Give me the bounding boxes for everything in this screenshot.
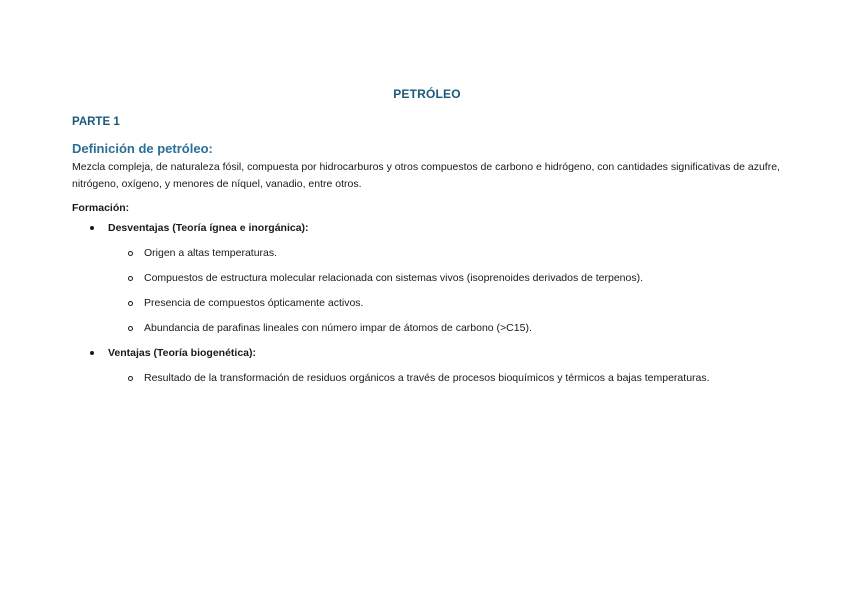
list-item	[108, 321, 782, 335]
list-item-text: Origen a altas temperaturas.	[144, 247, 278, 259]
formation-label: Formación:	[72, 202, 130, 214]
group-title: Ventajas (Teoría biogenética):	[108, 347, 257, 359]
formation-group-disadvantages	[72, 221, 782, 335]
definition-heading: Definición de petróleo:	[72, 141, 213, 156]
circle-bullet-icon	[128, 326, 133, 331]
document-title: PETRÓLEO	[393, 87, 461, 101]
circle-bullet-icon	[128, 301, 133, 306]
bullet-icon	[90, 226, 94, 230]
document-page	[72, 86, 782, 385]
circle-bullet-icon	[128, 376, 133, 381]
circle-bullet-icon	[128, 276, 133, 281]
list-item-text: Abundancia de parafinas lineales con número impar de átomos de carbono (>C15).	[144, 322, 532, 334]
definition-text: Mezcla compleja, de naturaleza fósil, compuesta por hidrocarburos y otros compuestos de carbono e hidrógeno, con cantidades significativas de azufre, nitrógeno, oxígeno, y menores de níquel, vanadio, entre otros.	[72, 161, 780, 190]
list-item	[108, 371, 782, 385]
group-items	[108, 246, 782, 335]
circle-bullet-icon	[128, 251, 133, 256]
list-item	[108, 296, 782, 310]
list-item-text: Resultado de la transformación de residuos orgánicos a través de procesos bioquímicos y térmicos a bajas temperaturas.	[144, 372, 710, 384]
list-item	[108, 246, 782, 260]
formation-list	[72, 221, 782, 385]
list-item	[108, 271, 782, 285]
list-item-text: Compuestos de estructura molecular relacionada con sistemas vivos (isoprenoides derivados de terpenos).	[144, 272, 644, 284]
part-heading: PARTE 1	[72, 116, 120, 128]
formation-group-advantages	[72, 346, 782, 385]
group-items	[108, 371, 782, 385]
list-item-text: Presencia de compuestos ópticamente activos.	[144, 297, 364, 309]
group-title: Desventajas (Teoría ígnea e inorgánica):	[108, 222, 309, 234]
bullet-icon	[90, 351, 94, 355]
